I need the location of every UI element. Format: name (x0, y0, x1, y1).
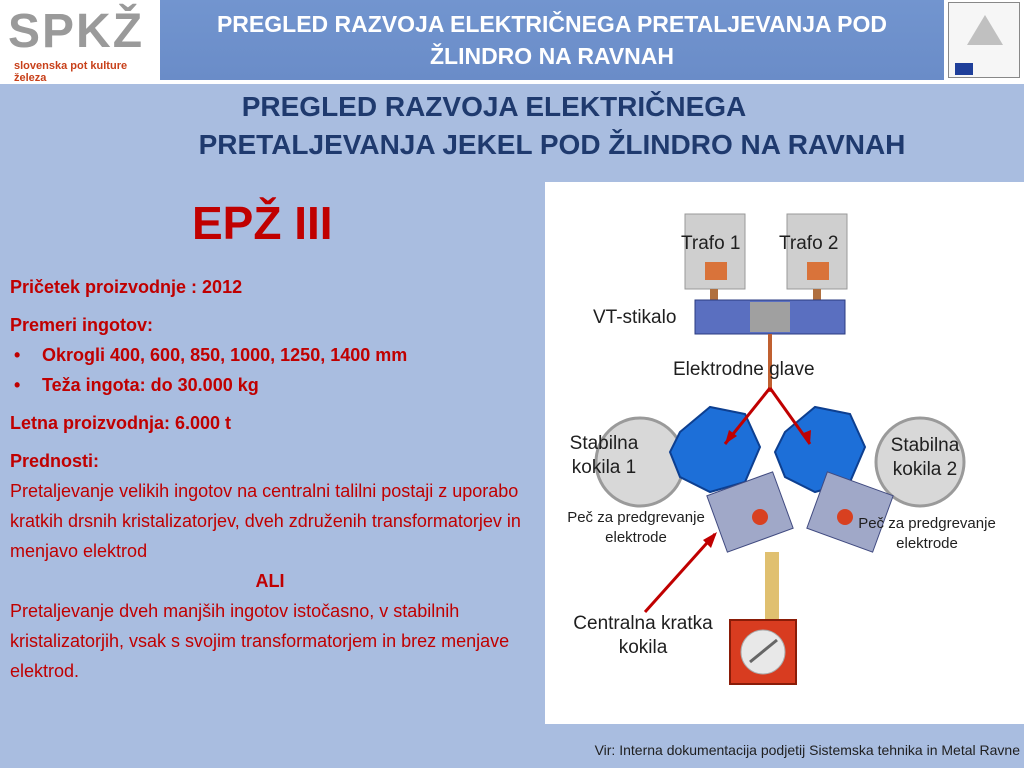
trafo-2-coil (807, 262, 829, 280)
preheat-furnace-1-label: Peč za predgrevanje elektrode (567, 509, 705, 546)
preheat-core (752, 509, 768, 525)
slide-title (0, 88, 1024, 164)
header-banner (160, 0, 944, 80)
advantage-2: Pretaljevanje dveh manjših ingotov istočasno, v stabilnih kristalizatorjih, vsak s svojim transformatorjem in brez menjave elektrod. (10, 601, 510, 681)
source-caption: Vir: Interna dokumentacija podjetij Sistemska tehnika in Metal Ravne (594, 742, 1020, 758)
bullet-text: Teža ingota: do 30.000 kg (42, 375, 259, 395)
trafo-1-label: Trafo 1 (681, 233, 741, 254)
trafo-2-label: Trafo 2 (779, 233, 839, 254)
advantages-label: Prednosti: (10, 451, 100, 471)
or-label: ALI (255, 571, 285, 591)
metallurgical-trust-logo (948, 2, 1020, 78)
bullet-text: Okrogli 400, 600, 850, 1000, 1250, 1400 mm (42, 345, 408, 365)
bus-bar (710, 289, 718, 301)
bullet-icon: • (14, 375, 21, 395)
banner-line-2: ŽLINDRO NA RAVNAH (429, 43, 675, 69)
advantage-1: Pretaljevanje velikih ingotov na centralni talilni postaji z uporabo kratkih drsnih kristalizatorjev, dveh združenih transformatorjev in menjavo elektrod (10, 481, 521, 561)
vt-switch-label: VT-stikalo (593, 307, 677, 328)
preheat-furnace-2-label: Peč za predgrevanje elektrode (858, 515, 996, 552)
rail (765, 552, 779, 622)
title-line-1: PREGLED RAZVOJA ELEKTRIČNEGA (241, 91, 747, 122)
stable-mold-1-label: Stabilna kokila 1 (569, 433, 639, 478)
electrode-head-2-shape (775, 407, 865, 492)
production-start: Pričetek proizvodnje : 2012 (10, 277, 243, 297)
bus-bar (813, 289, 821, 301)
logo-subtitle: slovenska pot kulture železa (14, 60, 128, 84)
diameters-label: Premeri ingotov: (10, 315, 154, 335)
stable-mold-2-label: Stabilna kokila 2 (890, 435, 960, 480)
header (0, 0, 1024, 84)
list-item (10, 370, 530, 400)
electrode-head-1-shape (670, 407, 760, 492)
central-mold-label: Centralna kratka kokila (573, 613, 713, 658)
list-item (10, 340, 530, 370)
annual-production: Letna proizvodnja: 6.000 t (10, 413, 232, 433)
bullet-icon: • (14, 345, 21, 365)
logo-text: SPKŽ (8, 5, 145, 58)
content-text (10, 272, 530, 686)
furnace-diagram (545, 182, 1024, 724)
banner-line-1: PREGLED RAZVOJA ELEKTRIČNEGA PRETALJEVANJA POD (216, 11, 888, 37)
trafo-1-coil (705, 262, 727, 280)
electrode-heads-label: Elektrodne glave (673, 359, 815, 380)
vt-switch-core (750, 302, 790, 332)
section-heading: EPŽ III (192, 197, 333, 249)
eu-flag-icon (955, 63, 973, 75)
triangle-emblem-icon (967, 15, 1003, 45)
spkz-logo (0, 0, 160, 84)
title-line-2: PRETALJEVANJA JEKEL POD ŽLINDRO NA RAVNAH (198, 129, 906, 160)
